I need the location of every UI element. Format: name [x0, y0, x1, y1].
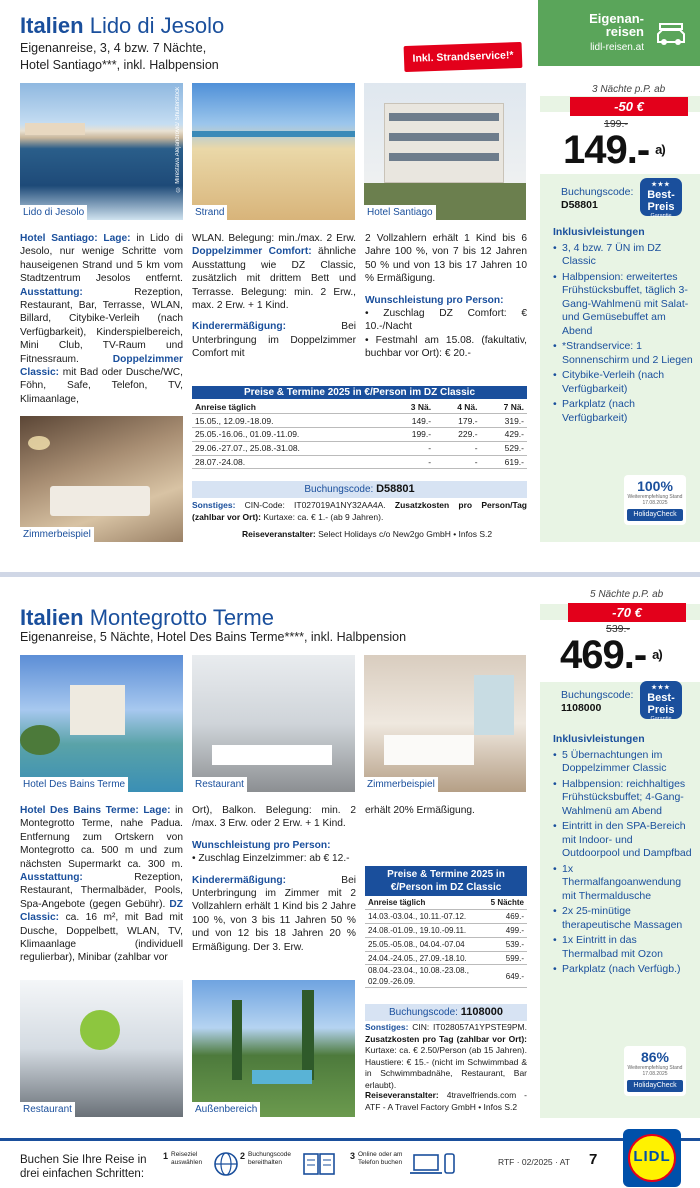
- offer1-subtitle2: Hotel Santiago***, inkl. Halbpension: [20, 58, 219, 72]
- brand-url: lidl-reisen.at: [590, 42, 644, 53]
- offer2-sonstiges: Sonstiges: CIN: IT028057A1YPSTE9PM. Zusatzkosten pro Tag (zahlbar vor Ort): Kurtaxe: ca. € 2.50/Person (ab 15 Jahren). Haustiere: € 15.- (nicht im Schwimmbad & in Schwimmbadnähe, Restaurant, Bar erlaubt).: [365, 1022, 527, 1090]
- footer-step-2: 2 Buchungscode bereithalten: [240, 1149, 340, 1183]
- list-item: • 3, 4 bzw. 7 ÜN im DZ Classic: [553, 242, 693, 269]
- photo-hotel-santiago: [364, 83, 526, 220]
- table-row: 25.05.-05.08., 04.04.-07.04 539.-: [365, 937, 527, 951]
- offer1-country: Italien: [20, 13, 84, 38]
- offer2-code-bar: Buchungscode: 1108000: [365, 1004, 527, 1021]
- caption-hotel-des-bains: Hotel Des Bains Terme: [20, 777, 128, 792]
- catalog-icon: [302, 1151, 336, 1177]
- offer1-price-table: Anreise täglich 3 Nä. 4 Nä. 7 Nä. 15.05., 12.09.-18.09. 149.- 179.- 319.- 25.05.-16.06., 01.09.-11.09. 199.- 229.- 429.- 29.06.-27.07., 25.08.-31.08. - - 529.- 28.07.-24.08. - - 619.-: [192, 400, 527, 469]
- offer1-veranstalter: Reiseveranstalter: Select Holidays c/o New2go GmbH • Infos S.2: [242, 529, 493, 539]
- list-item: • Halbpension: reichhaltiges Frühstücksbuffet; 4-Gang-Wahlmenü am Abend: [553, 778, 693, 819]
- offer2-col1: Hotel Des Bains Terme: Lage: in Montegrotto Terme, nahe Padua. Entfernung zum Ortskern von Montegrotto ca. 500 m und zum nächsten Supermarkt ca. 300 m. Ausstattung: Rezeption, Restaurant, Thermalbäder, Pools, Spa-Angebote (gegen Gebühr). DZ Classic: ca. 16 m², mit Bad mit Dusche, Doppelbett, WLAN, TV, Klimaanlage (individuell regulierbar), Minibar (zahlbar vor: [20, 805, 184, 964]
- offer2-table-title: Preise & Termine 2025 in €/Person im DZ Classic: [365, 866, 527, 896]
- offer2-discount: -70 €: [568, 603, 686, 622]
- photo-zimmerbeispiel-2: [364, 655, 526, 792]
- table-row: 15.05., 12.09.-18.09. 149.- 179.- 319.-: [192, 414, 527, 428]
- offer1-best-price-badge: ★★★ Best- Preis Garantie: [640, 178, 682, 216]
- offer1-holidaycheck: 100% Weiterempfehlung Stand 17.08.2025 HolidayCheck: [624, 475, 686, 525]
- footer-step-1: 1 Reiseziel auswählen: [163, 1149, 243, 1183]
- offer2-sidebar-code: Buchungscode: 1108000: [561, 689, 634, 714]
- caption-restaurant-1: Restaurant: [192, 777, 247, 792]
- caption-zimmerbeispiel-2: Zimmerbeispiel: [364, 777, 438, 792]
- globe-icon: [213, 1151, 239, 1177]
- offer2-inklusivleistungen: Inklusivleistungen • 5 Übernachtungen im Doppelzimmer Classic • Halbpension: reichhaltiges Frühstücksbuffet; 4-Gang-Wahlmenü am Abend • Eintritt in den SPA-Bereich mit Indoor- und Outdoorpool und Dampfbad • 1x Thermalfangoanwendung mit Thermaldusche • 2x 25-minütige therapeutische Massagen • 1x Eintritt in das Thermalbad mit Ozon • Parkplatz (nach Verfügb.): [553, 733, 693, 979]
- offer2-col2: Ort), Balkon. Belegung: min. 2 /max. 3 Erw. oder 2 Erw. + 1 Kind. Wunschleistung pro Person: • Zuschlag Einzelzimmer: ab € 12.- Kinderermäßigung: Bei Unterbringung im Zimmer mit 2 Vollzahlern erhält 1 Kind bis 2 Jahre 100 %, von 3 bis 11 Jahren 50 % und von 12 bis 18 Jahren 20 % Ermäßigung. Der 3. Erw.: [192, 805, 356, 953]
- caption-restaurant-2: Restaurant: [20, 1102, 75, 1117]
- offer2-veranstalter: Reiseveranstalter: 4travelfriends.com - ATF - A Travel Factory GmbH • Infos S.2: [365, 1090, 527, 1112]
- offer1-sonstiges: Sonstiges: CIN-Code: IT027019A1NY32AA4A. Zusatzkosten pro Person/Tag (zahlbar vor Ort): Kurtaxe: ca. € 1.- (ab 9 Jahren).: [192, 500, 527, 522]
- offer1-discount: -50 €: [570, 97, 688, 116]
- offer1-sidebar-code: Buchungscode: D58801: [561, 186, 634, 211]
- offer1-col1: Hotel Santiago: Lage: in Lido di Jesolo, nur wenige Schritte vom hauseigenen Strand und 5 km vom Stadtzentrum Jesolos entfernt. Ausstattung: Rezeption, Restaurant, Bar, Terrasse, WLAN, Billard, Citybike-Verleih (nach Verfügbarkeit), Kinderspielbereich, Mini Club, TV-Raum und Fitnessraum. Doppelzimmer Classic: mit Bad oder Dusche/WC, Föhn, Safe, Telefon, TV, Klimaanlage,: [20, 233, 183, 405]
- offer1-table-title: Preise & Termine 2025 in €/Person im DZ Classic: [192, 386, 527, 399]
- offer2-nights: 5 Nächte p.P. ab: [590, 589, 664, 600]
- brand-label: Eigenan- reisen: [589, 11, 644, 39]
- photo-aussenbereich: [192, 980, 355, 1117]
- car-icon: [654, 22, 688, 48]
- list-item: • 2x 25-minütige therapeutische Massagen: [553, 905, 693, 932]
- offer2-best-price-badge: ★★★ Best- Preis Garantie: [640, 681, 682, 719]
- offer1-col2: WLAN. Belegung: min./max. 2 Erw. Doppelzimmer Comfort: ähnliche Ausstattung wie DZ Classic, zusätzlich mit drittem Bett und Terrasse. Belegung: min. 2 Erw., max. 2 Erw. + 1 Kind. Kinderermäßigung: Bei Unterbringung im Doppelzimmer Comfort mit: [192, 233, 356, 360]
- list-item: • Parkplatz (nach Verfügb.): [553, 963, 693, 977]
- footer-issue: RTF · 02/2025 · AT: [498, 1157, 570, 1167]
- photo-zimmerbeispiel-1: [20, 416, 183, 542]
- offer1-place: Lido di Jesolo: [89, 13, 225, 38]
- page-number: 7: [589, 1151, 598, 1168]
- table-row: 28.07.-24.08. - - 619.-: [192, 455, 527, 469]
- laptop-phone-icon: [410, 1151, 456, 1177]
- brand-tag: [538, 0, 700, 66]
- table-row: 24.08.-01.09., 19.10.-09.11. 499.-: [365, 924, 527, 938]
- section-divider: [0, 572, 700, 577]
- offer1-nights: 3 Nächte p.P. ab: [592, 84, 666, 95]
- photo-restaurant-1: [192, 655, 355, 792]
- caption-hotel-santiago: Hotel Santiago: [364, 205, 436, 220]
- offer2-price-table: Anreise täglich 5 Nächte 14.03.-03.04., 10.11.-07.12. 469.- 24.08.-01.09., 19.10.-09.11. 499.- 25.05.-05.08., 04.04.-07.04 539.- 24.04.-24.05., 27.09.-18.10. 599.- 08.04.-23.04., 10.08.-23.08., 02.09.-26.09. 649.-: [365, 896, 527, 988]
- photo-lido-di-jesolo: [20, 83, 183, 220]
- table-row: 25.05.-16.06., 01.09.-11.09. 199.- 229.- 429.-: [192, 428, 527, 442]
- table-row: 14.03.-03.04., 10.11.-07.12. 469.-: [365, 910, 527, 924]
- offer1-title: [20, 14, 224, 38]
- caption-lido: Lido di Jesolo: [20, 205, 87, 220]
- offer1-col3: 2 Vollzahlern erhält 1 Kind bis 6 Jahre 100 %, von 7 bis 12 Jahren 50 % und von 13 bis 17 Jahren 10 % Ermäßigung. Wunschleistung pro Person: • Zuschlag DZ Comfort: € 10.-/Nacht • Festmahl am 15.08. (fakultativ, buchbar vor Ort): € 20.-: [365, 233, 527, 360]
- list-item: • *Strandservice: 1 Sonnenschirm und 2 Liegen: [553, 340, 693, 367]
- list-item: • 1x Eintritt in das Thermalbad mit Ozon: [553, 934, 693, 961]
- list-item: • Halbpension: erweitertes Frühstücksbuffet, täglich 3-Gang-Wahlmenü mit Salat- und Gemüsebuffet am Abend: [553, 271, 693, 339]
- offer2-holidaycheck: 86% Weiterempfehlung Stand 17.08.2025 HolidayCheck: [624, 1046, 686, 1096]
- table-row: 29.06.-27.07., 25.08.-31.08. - - 529.-: [192, 441, 527, 455]
- offer2-col3: erhält 20% Ermäßigung.: [365, 805, 475, 816]
- photo-restaurant-2: [20, 980, 183, 1117]
- list-item: • Parkplatz (nach Verfügbarkeit): [553, 398, 693, 425]
- table-row: 08.04.-23.04., 10.08.-23.08., 02.09.-26.09. 649.-: [365, 965, 527, 988]
- table-row: 24.04.-24.05., 27.09.-18.10. 599.-: [365, 951, 527, 965]
- caption-strand: Strand: [192, 205, 227, 220]
- offer1-code-bar: Buchungscode: D58801: [192, 481, 527, 498]
- footer: [0, 1138, 700, 1188]
- photo-credit: © Mirestava Alejandrovic/ Shutterstock: [175, 87, 181, 192]
- footer-step-3: 3 Online oder am Telefon buchen: [350, 1149, 470, 1183]
- offer1-old-price: 199.-: [604, 118, 628, 130]
- list-item: • 5 Übernachtungen im Doppelzimmer Classic: [553, 749, 693, 776]
- offer2-title: Italien Montegrotto Terme: [20, 605, 274, 630]
- lidl-logo: LIDL: [623, 1129, 681, 1187]
- footer-text: Buchen Sie Ihre Reise in drei einfachen Schritten:: [20, 1154, 147, 1180]
- photo-strand: [192, 83, 355, 220]
- caption-aussenbereich: Außenbereich: [192, 1102, 260, 1117]
- offer1-price: 149.- $^{a)}$: [563, 128, 665, 172]
- offer1-subtitle1: Eigenanreise, 3, 4 bzw. 7 Nächte,: [20, 41, 207, 55]
- caption-zimmerbeispiel-1: Zimmerbeispiel: [20, 527, 94, 542]
- list-item: • Citybike-Verleih (nach Verfügbarkeit): [553, 369, 693, 396]
- offer2-old-price: 539.-: [606, 623, 630, 635]
- list-item: • 1x Thermalfangoanwendung mit Thermaldusche: [553, 863, 693, 904]
- offer1-inklusivleistungen: Inklusivleistungen • 3, 4 bzw. 7 ÜN im DZ Classic • Halbpension: erweitertes Frühstücksbuffet, täglich 3-Gang-Wahlmenü mit Salat- und Gemüsebuffet am Abend • *Strandservice: 1 Sonnenschirm und 2 Liegen • Citybike-Verleih (nach Verfügbarkeit) • Parkplatz (nach Verfügbarkeit): [553, 226, 693, 427]
- photo-hotel-des-bains: [20, 655, 183, 792]
- offer2-subtitle1: Eigenanreise, 5 Nächte, Hotel Des Bains Terme****, inkl. Halbpension: [20, 630, 407, 644]
- list-item: • Eintritt in den SPA-Bereich mit Indoor- und Outdoorpool und Dampfbad: [553, 820, 693, 861]
- strandservice-badge: Inkl. Strandservice!*: [404, 42, 523, 72]
- offer2-price: 469.- $^{a)}$: [560, 633, 662, 677]
